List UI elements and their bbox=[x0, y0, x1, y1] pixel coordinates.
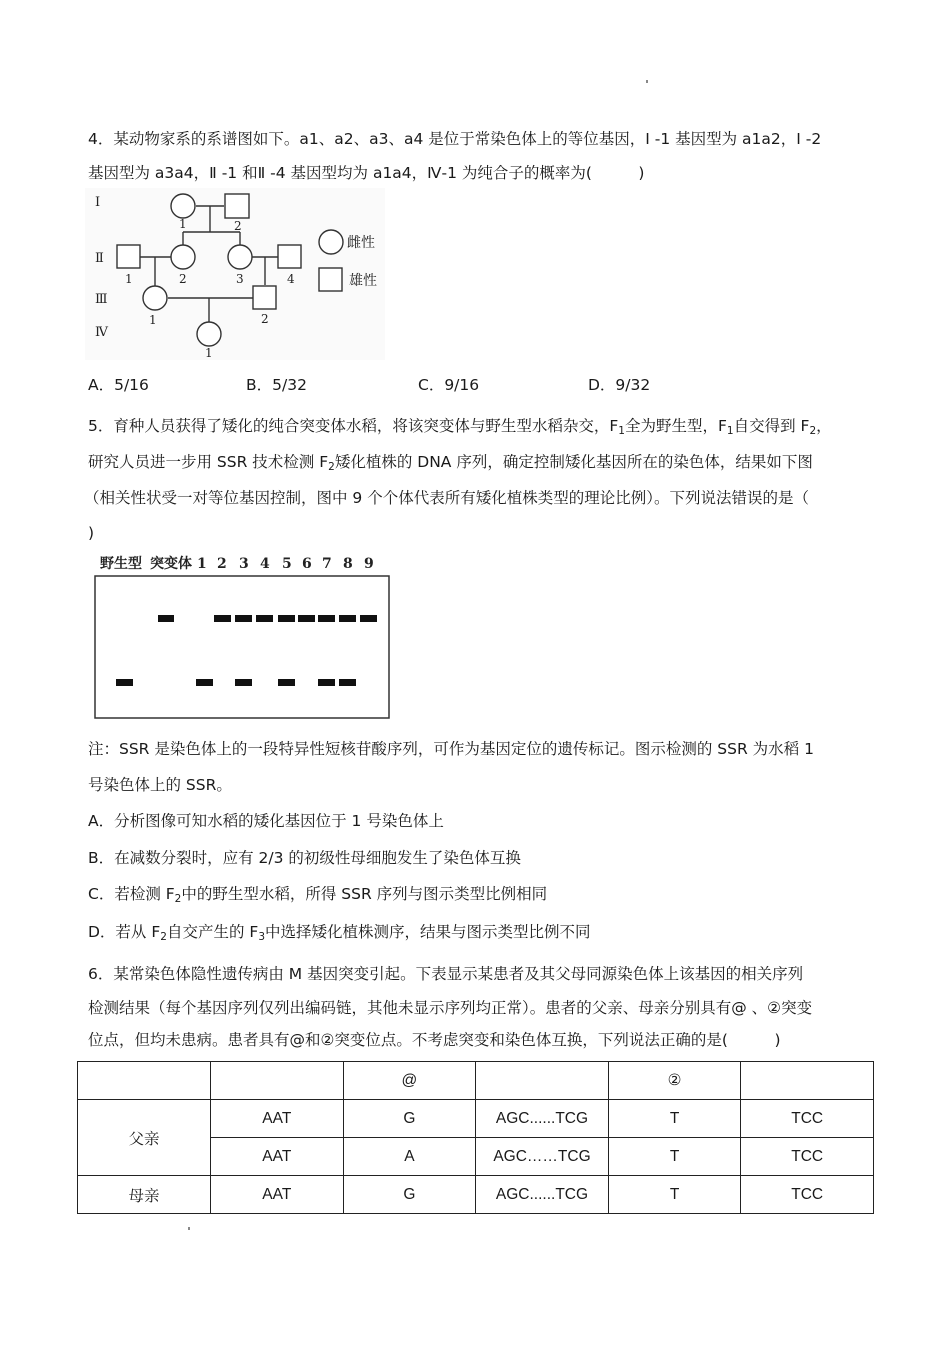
q5-option-b[interactable]: B．在减数分裂时，应有 2/3 的初级性母细胞发生了染色体互换 bbox=[88, 849, 521, 867]
num-II-1: 1 bbox=[125, 272, 133, 286]
table-cell: TCC bbox=[741, 1138, 874, 1176]
table-cell: TCC bbox=[741, 1176, 874, 1214]
band-7-lower bbox=[318, 679, 335, 686]
q6-stem-line3: 位点，但均未患病。患者具有@和②突变位点。不考虑突变和染色体互换，下列说法正确的是( ) bbox=[88, 1031, 781, 1049]
scan-mark-bottom bbox=[188, 1227, 190, 1230]
band-8-lower bbox=[339, 679, 356, 686]
legend-male-label: 雄性 bbox=[349, 273, 377, 289]
q5-stem-line2: 研究人员进一步用 SSR 技术检测 $F_2$矮化植株的 DNA 序列，确定控制矮化基因所在的染色体，结果如下图 bbox=[88, 453, 813, 473]
table-cell: AGC……TCG bbox=[476, 1138, 609, 1176]
pedigree-diagram bbox=[85, 188, 385, 360]
gen-label-IV: Ⅳ bbox=[95, 325, 108, 340]
row-label-father: 父亲 bbox=[78, 1100, 211, 1176]
table-cell: AGC......TCG bbox=[476, 1100, 609, 1138]
lane-label-wild: 野生型 bbox=[100, 556, 142, 572]
band-4-upper bbox=[256, 615, 273, 622]
q4-stem-line1: 4．某动物家系的系谱图如下。a1、a2、a3、a4 是位于常染色体上的等位基因，Ⅰ -1 基因型为 a1a2，Ⅰ -2 bbox=[88, 130, 822, 148]
lane-label-2: 2 bbox=[217, 556, 227, 572]
band-mutant-upper bbox=[158, 615, 174, 622]
band-2-upper bbox=[214, 615, 231, 622]
table-header-cell bbox=[476, 1062, 609, 1100]
q5-stem-line3: （相关性状受一对等位基因控制，图中 9 个个体代表所有矮化植株类型的理论比例）。下列说法错误的是（ bbox=[84, 489, 809, 507]
lane-label-3: 3 bbox=[239, 556, 249, 572]
table-header-site2: ② bbox=[608, 1062, 741, 1100]
legend-male-icon bbox=[319, 268, 342, 291]
num-I-1: 1 bbox=[179, 217, 187, 231]
band-8-upper bbox=[339, 615, 356, 622]
scan-mark-top bbox=[646, 80, 648, 83]
table-header-cell bbox=[78, 1062, 211, 1100]
band-5-lower bbox=[278, 679, 295, 686]
lane-label-1: 1 bbox=[197, 556, 207, 572]
q6-stem-line2: 检测结果（每个基因序列仅列出编码链，其他未显示序列均正常）。患者的父亲、母亲分别具有@ 、②突变 bbox=[88, 999, 813, 1017]
pedigree-II-3-female bbox=[228, 245, 252, 269]
gen-label-III: Ⅲ bbox=[95, 292, 108, 307]
table-cell: AGC......TCG bbox=[476, 1176, 609, 1214]
lane-label-4: 4 bbox=[260, 556, 270, 572]
pedigree-IV-1-female bbox=[197, 322, 221, 346]
pedigree-II-2-female bbox=[171, 245, 195, 269]
num-II-2: 2 bbox=[179, 272, 187, 286]
table-cell: G bbox=[343, 1176, 476, 1214]
table-header-site1: @ bbox=[343, 1062, 476, 1100]
num-II-4: 4 bbox=[287, 272, 295, 286]
q5-stem-line1: 5．育种人员获得了矮化的纯合突变体水稻，将该突变体与野生型水稻杂交，$F_1$全为野生型，$F_1$自交得到 $F_2$， bbox=[88, 417, 832, 437]
table-header-row bbox=[78, 1062, 874, 1100]
q5-note-line1: 注：SSR 是染色体上的一段特异性短核苷酸序列，可作为基因定位的遗传标记。图示检测的 SSR 为水稻 1 bbox=[88, 740, 814, 758]
lane-label-6: 6 bbox=[302, 556, 312, 572]
table-cell: T bbox=[608, 1138, 741, 1176]
q4-option-d[interactable]: D．9/32 bbox=[588, 376, 651, 394]
table-cell: T bbox=[608, 1176, 741, 1214]
num-III-2: 2 bbox=[261, 312, 269, 326]
q4-option-c[interactable]: C．9/16 bbox=[418, 376, 480, 394]
band-3-upper bbox=[235, 615, 252, 622]
band-9-upper bbox=[360, 615, 377, 622]
table-header-cell bbox=[211, 1062, 344, 1100]
table-row-mother bbox=[78, 1176, 874, 1214]
gel-electrophoresis bbox=[92, 548, 394, 724]
table-row-father-1 bbox=[78, 1100, 874, 1138]
table-cell: T bbox=[608, 1100, 741, 1138]
pedigree-II-1-male bbox=[117, 245, 140, 268]
band-5-upper bbox=[278, 615, 295, 622]
q5-option-a[interactable]: A．分析图像可知水稻的矮化基因位于 1 号染色体上 bbox=[88, 812, 444, 830]
band-1-lower bbox=[196, 679, 213, 686]
num-II-3: 3 bbox=[236, 272, 244, 286]
lane-label-5: 5 bbox=[282, 556, 292, 572]
sequence-table bbox=[77, 1061, 874, 1214]
gen-label-II: Ⅱ bbox=[95, 251, 104, 266]
ssr-gel-figure bbox=[92, 548, 394, 724]
q4-option-a[interactable]: A．5/16 bbox=[88, 376, 149, 394]
legend-female-icon bbox=[319, 230, 343, 254]
q4-stem-line2: 基因型为 a3a4，Ⅱ -1 和Ⅱ -4 基因型均为 a1a4，Ⅳ-1 为纯合子的概率为( ) bbox=[88, 164, 645, 182]
q5-stem-line4: ) bbox=[88, 524, 95, 542]
band-6-upper bbox=[298, 615, 315, 622]
gel-frame bbox=[95, 576, 389, 718]
q5-option-d[interactable]: D．若从 $F_2$自交产生的 $F_3$中选择矮化植株测序，结果与图示类型比例不同 bbox=[88, 923, 591, 943]
q5-option-c[interactable]: C．若检测 $F_2$中的野生型水稻，所得 SSR 序列与图示类型比例相同 bbox=[88, 885, 548, 905]
row-label-mother: 母亲 bbox=[78, 1176, 211, 1214]
table-cell: A bbox=[343, 1138, 476, 1176]
lane-label-mutant: 突变体 bbox=[150, 556, 192, 572]
gen-label-I: Ⅰ bbox=[95, 195, 101, 210]
band-7-upper bbox=[318, 615, 335, 622]
table-cell: AAT bbox=[211, 1100, 344, 1138]
num-IV-1: 1 bbox=[205, 346, 213, 360]
table-header-cell bbox=[741, 1062, 874, 1100]
table-cell: AAT bbox=[211, 1176, 344, 1214]
q5-note-line2: 号染色体上的 SSR。 bbox=[88, 776, 232, 794]
table-cell: G bbox=[343, 1100, 476, 1138]
q4-option-b[interactable]: B．5/32 bbox=[246, 376, 307, 394]
pedigree-I-2-male bbox=[225, 194, 249, 218]
num-I-2: 2 bbox=[234, 219, 242, 233]
table-cell: TCC bbox=[741, 1100, 874, 1138]
table-cell: AAT bbox=[211, 1138, 344, 1176]
band-3-lower bbox=[235, 679, 252, 686]
pedigree-III-1-female bbox=[143, 286, 167, 310]
pedigree-I-1-female bbox=[171, 194, 195, 218]
band-wild-lower bbox=[116, 679, 133, 686]
lane-label-8: 8 bbox=[343, 556, 353, 572]
q6-stem-line1: 6．某常染色体隐性遗传病由 M 基因突变引起。下表显示某患者及其父母同源染色体上该基因的相关序列 bbox=[88, 965, 804, 983]
num-III-1: 1 bbox=[149, 313, 157, 327]
lane-label-7: 7 bbox=[322, 556, 332, 572]
pedigree-figure bbox=[85, 188, 385, 360]
pedigree-II-4-male bbox=[278, 245, 301, 268]
pedigree-III-2-male bbox=[253, 286, 276, 309]
legend-female-label: 雌性 bbox=[347, 235, 375, 251]
lane-label-9: 9 bbox=[364, 556, 374, 572]
